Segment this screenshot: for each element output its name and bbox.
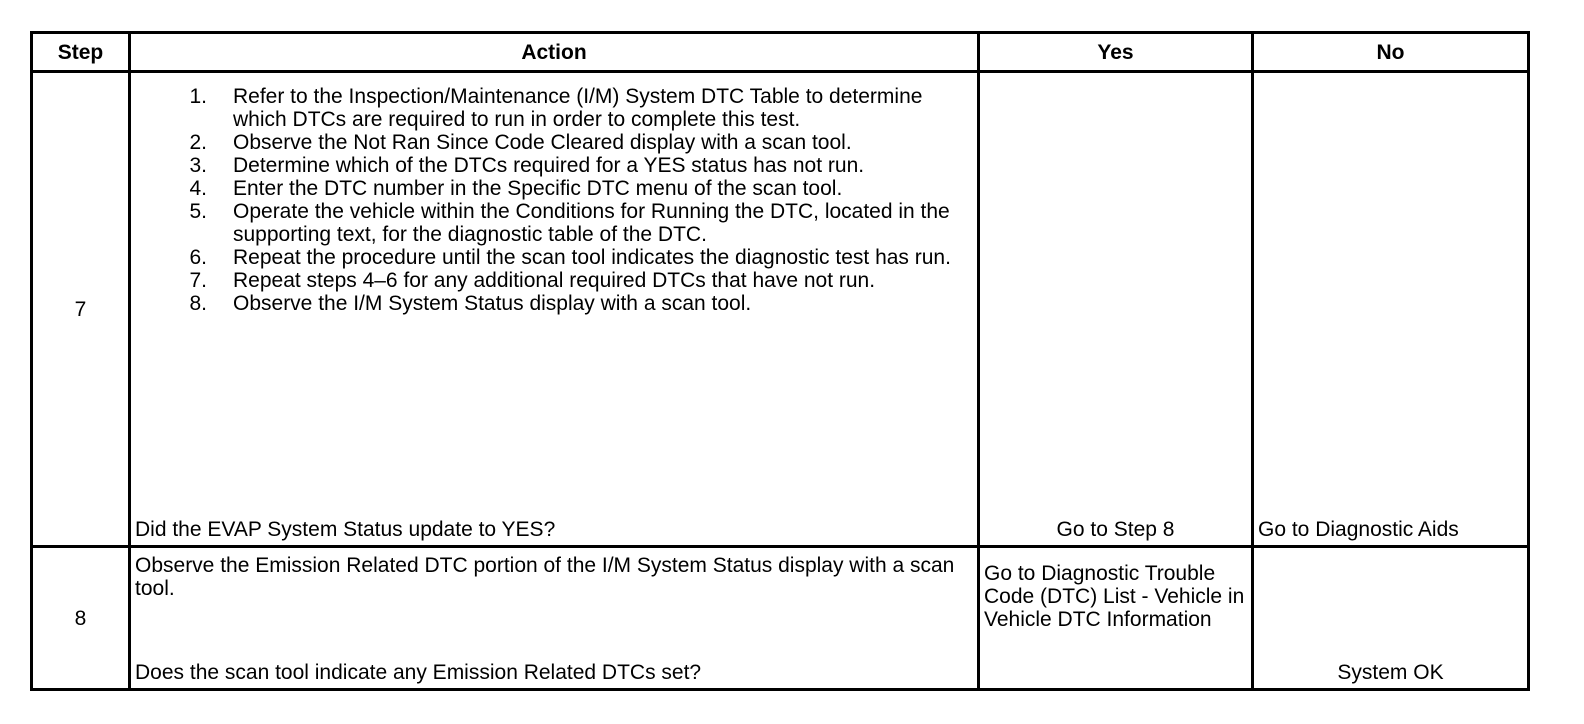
list-item-number: 3.	[189, 154, 207, 177]
step-number: 7	[32, 72, 130, 547]
list-item-text: Operate the vehicle within the Conditions for Running the DTC, located in the supporting text, for the diagnostic table of the DTC.	[233, 200, 950, 246]
list-item-number: 1.	[189, 85, 207, 108]
list-item-number: 2.	[189, 131, 207, 154]
no-cell	[1253, 72, 1529, 547]
list-item	[131, 292, 977, 315]
list-item-text: Observe the Not Ran Since Code Cleared display with a scan tool.	[233, 131, 852, 154]
no-result: System OK	[1337, 661, 1444, 684]
no-cell	[1253, 547, 1529, 690]
list-item-text: Repeat the procedure until the scan tool indicates the diagnostic test has run.	[233, 246, 951, 269]
table-row-step-8	[32, 547, 1529, 690]
table-row-step-7	[32, 72, 1529, 547]
action-cell	[130, 547, 979, 690]
yes-cell	[979, 72, 1253, 547]
action-text: Observe the Emission Related DTC portion of the I/M System Status display with a scan tool.	[135, 554, 955, 600]
diagnostic-table	[30, 31, 1530, 691]
list-item	[131, 85, 977, 131]
yes-result: Go to Step 8	[1056, 518, 1175, 541]
list-item-text: Observe the I/M System Status display with a scan tool.	[233, 292, 752, 315]
list-item-number: 4.	[189, 177, 207, 200]
step-number: 8	[32, 547, 130, 690]
list-item	[131, 154, 977, 177]
list-item-text: Refer to the Inspection/Maintenance (I/M) System DTC Table to determine which DTCs are required to run in order to complete this test.	[233, 85, 923, 131]
yes-result: Go to Diagnostic Trouble Code (DTC) List - Vehicle in Vehicle DTC Information	[984, 562, 1245, 631]
list-item-text: Determine which of the DTCs required for a YES status has not run.	[233, 154, 865, 177]
action-question: Does the scan tool indicate any Emission Related DTCs set?	[135, 661, 702, 684]
list-item-number: 5.	[189, 200, 207, 223]
list-item-number: 8.	[189, 292, 207, 315]
header-step: Step	[32, 33, 130, 72]
list-item-text: Enter the DTC number in the Specific DTC menu of the scan tool.	[233, 177, 843, 200]
header-yes: Yes	[979, 33, 1253, 72]
list-item	[131, 269, 977, 292]
action-steps-list	[131, 73, 977, 315]
header-no: No	[1253, 33, 1529, 72]
list-item	[131, 177, 977, 200]
list-item	[131, 246, 977, 269]
header-action: Action	[130, 33, 979, 72]
no-result: Go to Diagnostic Aids	[1258, 518, 1459, 541]
list-item-number: 7.	[189, 269, 207, 292]
list-item	[131, 131, 977, 154]
header-row	[32, 33, 1529, 72]
action-question: Did the EVAP System Status update to YES?	[135, 518, 556, 541]
yes-cell	[979, 547, 1253, 690]
list-item-text: Repeat steps 4–6 for any additional required DTCs that have not run.	[233, 269, 876, 292]
list-item-number: 6.	[189, 246, 207, 269]
list-item	[131, 200, 977, 246]
action-cell	[130, 72, 979, 547]
